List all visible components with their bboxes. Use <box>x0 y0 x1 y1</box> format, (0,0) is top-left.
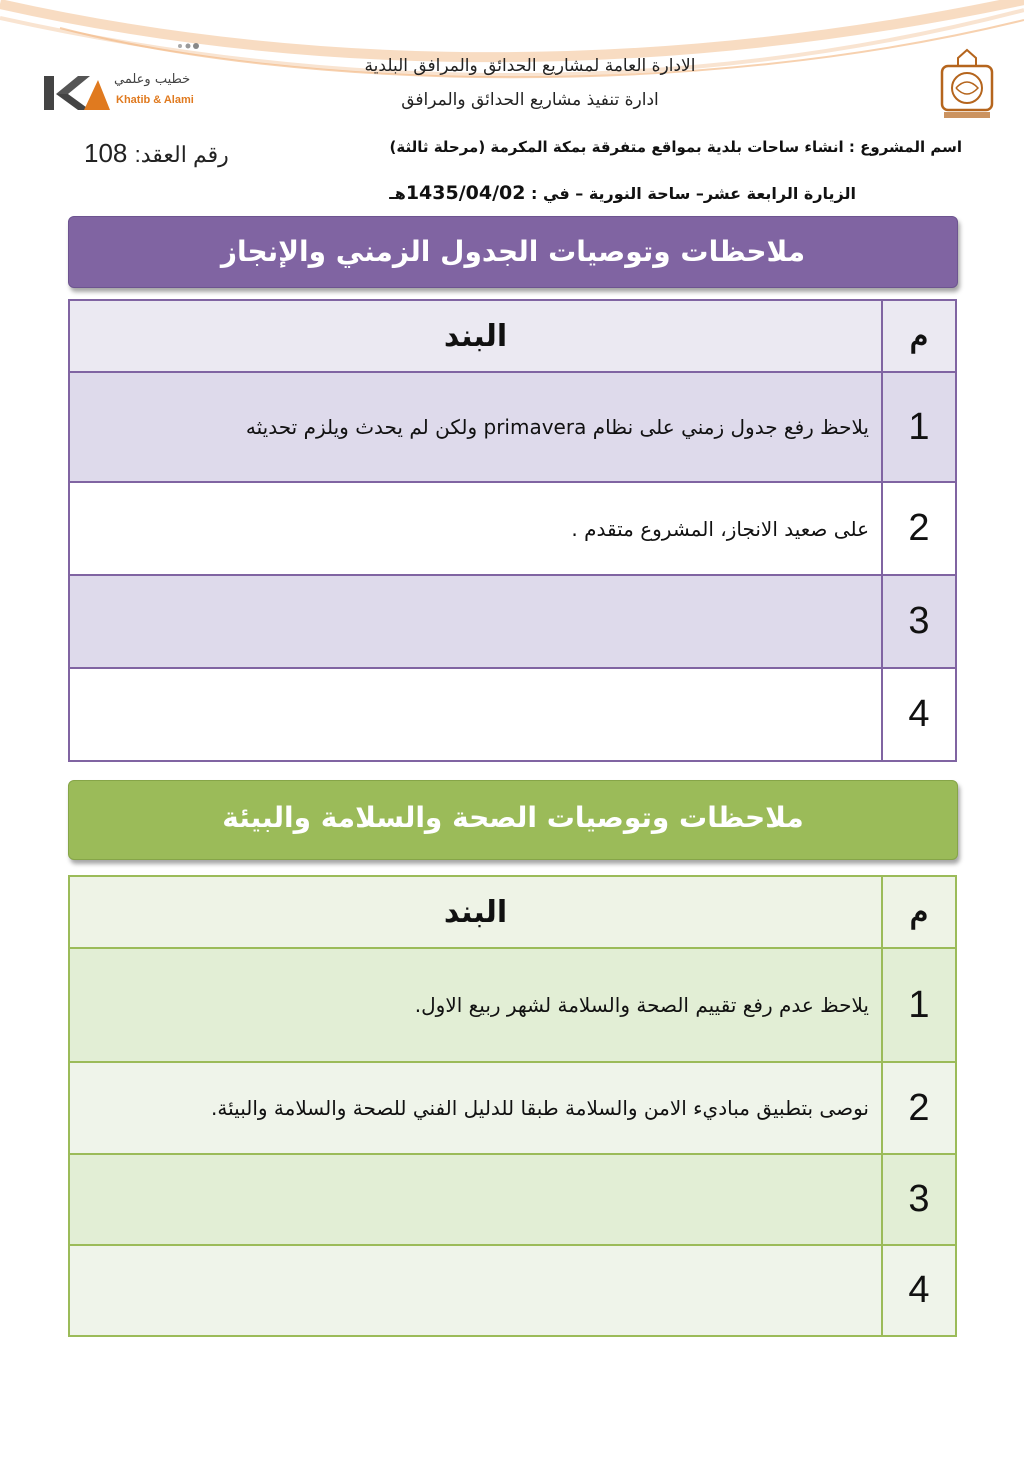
khatib-alami-logo <box>44 72 194 116</box>
schedule-notes-table <box>68 299 957 762</box>
table-row <box>69 482 956 575</box>
table-row <box>69 1062 956 1154</box>
table-header-row <box>69 300 956 372</box>
logo-english-text: Khatib & Alami <box>116 94 194 106</box>
table-row <box>69 668 956 761</box>
row-text <box>69 1245 882 1336</box>
row-number: 3 <box>882 575 956 668</box>
table-row <box>69 1245 956 1336</box>
contract-number <box>84 138 229 169</box>
table-row <box>69 1154 956 1245</box>
column-header-number: م <box>882 300 956 372</box>
column-header-item: البند <box>69 300 882 372</box>
logo-mark-icon <box>44 72 110 112</box>
project-name: اسم المشروع : انشاء ساحات بلدية بمواقع متفرقة بمكة المكرمة (مرحلة ثالثة) <box>389 138 962 156</box>
row-text: يلاحظ عدم رفع تقييم الصحة والسلامة لشهر ربيع الاول. <box>69 948 882 1062</box>
visit-date: 1435/04/02 <box>405 182 526 204</box>
table-row <box>69 948 956 1062</box>
row-text: على صعيد الانجاز، المشروع متقدم . <box>69 482 882 575</box>
row-text <box>69 668 882 761</box>
visit-info <box>389 182 856 204</box>
visit-text: الزيارة الرابعة عشر– ساحة النورية – في : <box>525 184 856 203</box>
row-number: 4 <box>882 668 956 761</box>
table-row <box>69 575 956 668</box>
row-number: 2 <box>882 482 956 575</box>
row-text <box>69 575 882 668</box>
row-number: 1 <box>882 948 956 1062</box>
row-number: 2 <box>882 1062 956 1154</box>
row-text <box>69 1154 882 1245</box>
row-number: 4 <box>882 1245 956 1336</box>
health-safety-section-title: ملاحظات وتوصيات الصحة والسلامة والبيئة <box>68 780 958 860</box>
contract-label: رقم العقد: <box>134 142 229 167</box>
makkah-municipality-emblem <box>936 48 998 122</box>
contract-value: 108 <box>84 138 128 168</box>
row-number: 3 <box>882 1154 956 1245</box>
visit-suffix: هـ <box>389 184 406 203</box>
organization-line-2: ادارة تنفيذ مشاريع الحدائق والمرافق <box>401 90 659 110</box>
schedule-section-title: ملاحظات وتوصيات الجدول الزمني والإنجاز <box>68 216 958 288</box>
logo-arabic-text: خطيب وعلمي <box>114 72 191 87</box>
organization-line-1: الادارة العامة لمشاريع الحدائق والمرافق البلدية <box>364 56 696 76</box>
column-header-item: البند <box>69 876 882 948</box>
row-text: يلاحظ رفع جدول زمني على نظام primavera ولكن لم يحدث ويلزم تحديثه <box>69 372 882 482</box>
row-number: 1 <box>882 372 956 482</box>
health-safety-notes-table <box>68 875 957 1337</box>
table-header-row <box>69 876 956 948</box>
row-text: نوصى بتطبيق مباديء الامن والسلامة طبقا للدليل الفني للصحة والسلامة والبيئة. <box>69 1062 882 1154</box>
table-row <box>69 372 956 482</box>
column-header-number: م <box>882 876 956 948</box>
